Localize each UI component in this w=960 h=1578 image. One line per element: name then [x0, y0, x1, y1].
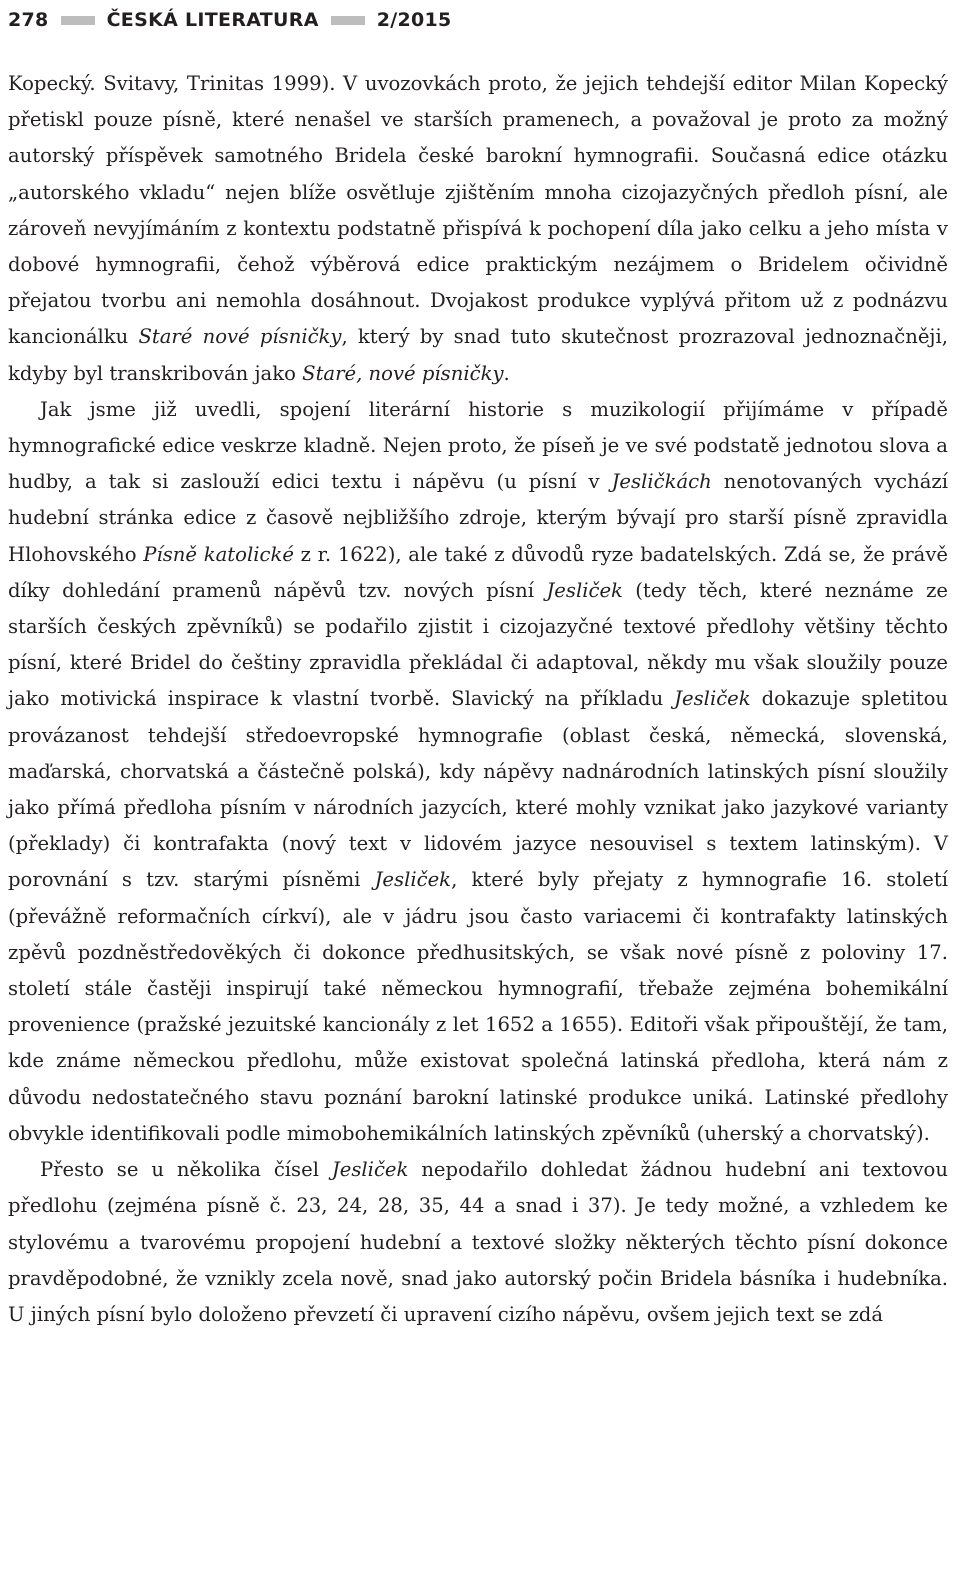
text-run: nenotovaných vychází hudební stránka edice z časově nejbližšího zdroje, kterým bývají pro starší písně zpravidla Hlohovského — [8, 470, 949, 566]
text-run: Kopecký. Svitavy, Trinitas 1999). V uvozovkách proto, že jejich tehdejší editor Milan Kopecký přetiskl pouze písně, které nenašel ve starších pramenech, a považoval je proto za možný autorský příspěvek samotného Bridela české barokní hymnografii. Současná edice otázku „autorského vkladu“ nejen blíže osvětluje zjištěním mnoha cizojazyčných předloh písní, ale zároveň nevyjímáním z kontextu podstatně přispívá k pochopení díla jako celku a jeho místa v dobové hymnografii, čehož výběrová edice praktickým nezájmem o Bridelem očividně přejatou tvorbu ani nemohla dosáhnout. Dvojakost produkce vyplývá přitom už z podnázvu kancionálku — [8, 72, 948, 349]
text-run: , které byly přejaty z hymnografie 16. století (převážně reformačních církví), ale v jádru jsou často variacemi či kontrafakty latinských zpěvů pozdněstředověkých či dokonce předhusitských, se však nové písně z poloviny 17. století stále častěji inspirují také německou hymnografií, třebaže zejména bohemikální provenience (pražské jezuitské kancionály z let 1652 a 1655). Editoři však připouštějí, že tam, kde známe německou předlohu, může existovat společná latinská předloha, která nám z důvodu nedostatečného stavu poznání barokní latinské produkce uniká. Latinské předlohy obvykle identifikovali podle mimobohemikálních latinských zpěvníků (uherský a chorvatský). — [8, 868, 948, 1145]
italic-title: Jesliček — [546, 578, 623, 602]
text-run: (tedy těch, které neznáme ze starších českých zpěvníků) se podařilo zjistit i cizojazyčné textové předlohy většiny těchto písní, které Bridel do češtiny zpravidla překládal či adaptoval, někdy mu však sloužily pouze jako motivická inspirace k vlastní tvorbě. Slavický na příkladu — [8, 578, 948, 711]
italic-title: Staré, nové písničky — [302, 361, 504, 385]
paragraph — [8, 392, 948, 1152]
italic-title: Písně katolické — [143, 542, 294, 566]
header-separator-bar — [331, 16, 365, 25]
italic-title: Jesliček — [674, 687, 751, 711]
italic-title: Jesliček — [374, 868, 452, 892]
paragraph — [8, 1152, 948, 1333]
text-run: Jak jsme již uvedli, spojení literární historie s muzikologií přijímáme v případě hymnografické edice veskrze kladně. Nejen proto, že píseň je ve své podstatě jednotou slova a hudby, a tak si zaslouží edici textu i nápěvu (u písní v — [8, 397, 948, 494]
page-number: 278 — [8, 9, 49, 31]
italic-title: Jesličkách — [611, 470, 712, 494]
italic-title: Jesliček — [331, 1158, 409, 1182]
italic-title: Staré nové písničky — [138, 325, 342, 349]
text-run: nepodařilo dohledat žádnou hudební ani textovou předlohu (zejména písně č. 23, 24, 28, 35, 44 a snad i 37). Je tedy možné, a vzhledem ke stylovému a tvarovému propojení hudební a textové složky některých těchto písní dokonce pravděpodobné, že vznikly zcela nově, snad jako autorský počin Bridela básníka i hudebníka. U jiných písní bylo doloženo převzetí či upravení cizího nápěvu, ovšem jejich text se zdá — [8, 1158, 948, 1326]
running-header — [0, 0, 960, 40]
text-run: , který by snad tuto skutečnost prozrazoval jednoznačněji, kdyby byl transkribován jako — [8, 325, 948, 385]
article-body — [8, 66, 948, 1333]
text-run: z r. 1622), ale také z důvodů ryze badatelských. Zdá se, že právě díky dohledání pramenů nápěvů tzv. nových písní — [8, 542, 948, 602]
journal-title: ČESKÁ LITERATURA — [106, 9, 319, 31]
header-separator-bar — [61, 16, 95, 25]
text-run: dokazuje spletitou provázanost tehdejší středoevropské hymnografie (oblast česká, německá, slovenská, maďarská, chorvatská a částečně polská), kdy nápěvy nadnárodních latinských písní sloužily jako přímá předloha písním v národních jazycích, které mohly vznikat jako jazykové varianty (překlady) či kontrafakta (nový text v lidovém jazyce nesouvisel s textem latinským). V porovnání s tzv. starými písněmi — [8, 687, 948, 892]
text-run: Přesto se u několika čísel — [40, 1158, 332, 1182]
paragraph — [8, 66, 948, 392]
issue-number: 2/2015 — [376, 9, 452, 31]
text-run: . — [503, 361, 510, 385]
